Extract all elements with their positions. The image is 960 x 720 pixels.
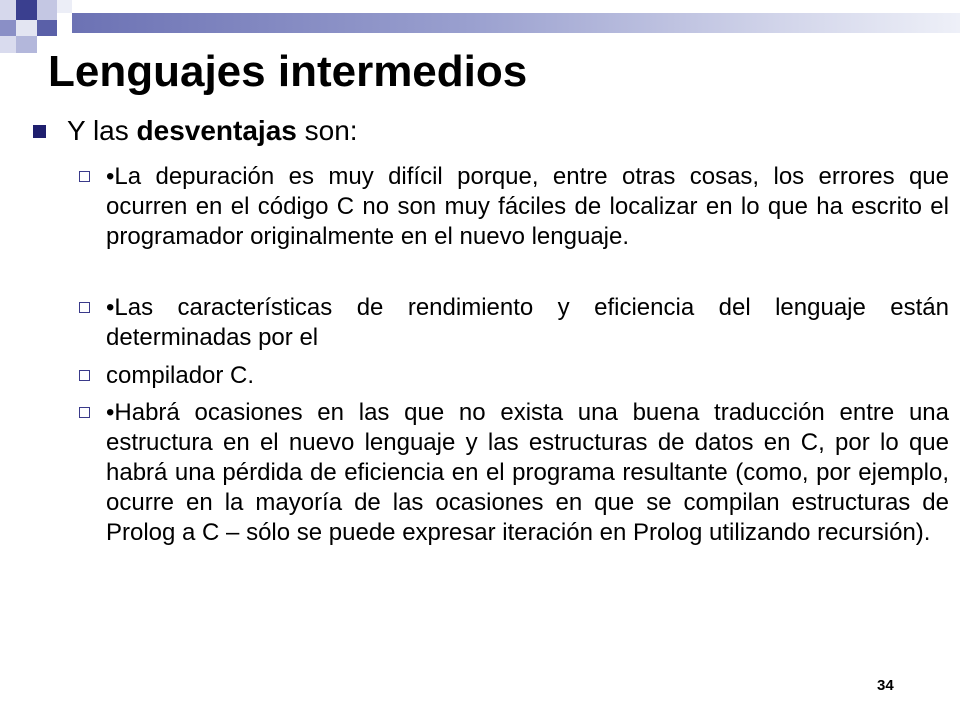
- main-bullet-emphasis: desventajas: [136, 115, 297, 146]
- main-bullet-prefix: Y las: [67, 115, 137, 146]
- sub-bullet-text: •Habrá ocasiones en las que no exista una buena traducción entre una estructura en el nuevo lenguaje y las estructuras de datos en C, por lo que habrá una pérdida de eficiencia en el programa resultante (como, por ejemplo, ocurre en la mayoría de las ocasiones en que se compilan estructuras de Prolog a C – sólo se puede expresar iteración en Prolog utilizando recursión).: [106, 399, 949, 546]
- slide-title: Lenguajes intermedios: [48, 47, 528, 96]
- hollow-square-bullet-icon: [79, 407, 90, 418]
- sub-bullet-text: •La depuración es muy difícil porque, entre otras cosas, los errores que ocurren en el código C no son muy fáciles de localizar en lo que ha escrito el programador originalmente en el nuevo lenguaje.: [106, 163, 949, 250]
- header-gradient-bar: [72, 13, 960, 33]
- hollow-square-bullet-icon: [79, 302, 90, 313]
- decor-square: [37, 20, 57, 36]
- square-bullet-icon: [33, 125, 46, 138]
- sub-bullet-text: compilador C.: [106, 362, 255, 389]
- hollow-square-bullet-icon: [79, 370, 90, 381]
- main-bullet-text: [67, 113, 358, 149]
- sub-bullet-text: •Las características de rendimiento y eficiencia del lenguaje están determinadas por el: [106, 294, 949, 351]
- decor-square: [57, 0, 72, 13]
- decor-square: [37, 0, 57, 20]
- decor-square: [0, 20, 16, 36]
- decor-square: [16, 0, 37, 20]
- hollow-square-bullet-icon: [79, 171, 90, 182]
- decor-square: [0, 0, 16, 20]
- main-bullet-suffix: son:: [296, 115, 358, 146]
- decor-square: [16, 36, 37, 53]
- decor-square: [16, 20, 37, 36]
- decor-square: [0, 36, 16, 53]
- page-number: 34: [877, 677, 894, 694]
